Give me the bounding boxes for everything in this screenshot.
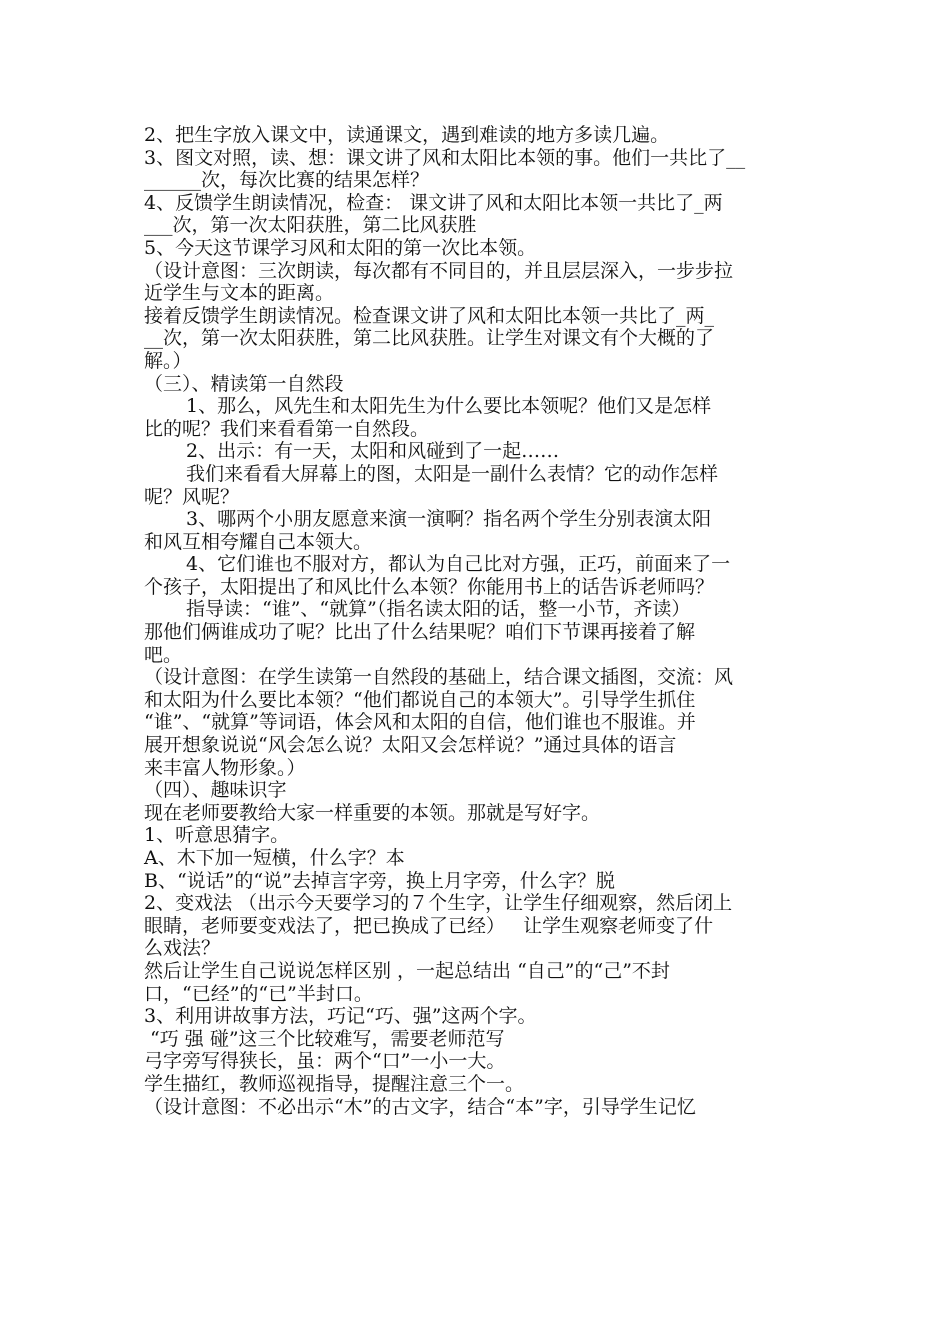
text-line: 指导读：“谁”、“就算”（指名读太阳的话，整一小节，齐读）	[186, 598, 691, 621]
text-line: 3、利用讲故事方法，巧记“巧、强”这两个字。	[144, 1005, 537, 1028]
text-line: （设计意图：在学生读第一自然段的基础上，结合课文插图，交流：风	[144, 666, 734, 689]
text-line: 来丰富人物形象。）	[144, 756, 306, 779]
text-line: 接着反馈学生朗读情况。检查课文讲了风和太阳比本领一共比了_两_	[144, 304, 715, 327]
text-line: 4、它们谁也不服对方，都认为自己比对方强，正巧，前面来了一	[186, 553, 731, 576]
text-line: ___次，第一次太阳获胜，第二比风获胜	[144, 214, 477, 237]
text-line: 呢？风呢？	[144, 485, 240, 508]
text-line: 2、变戏法 （出示今天要学习的７个生字，让学生仔细观察，然后闭上	[144, 892, 733, 915]
text-line: __次，第一次太阳获胜，第二比风获胜。让学生对课文有个大概的了	[144, 327, 715, 350]
text-line: 弓字旁写得狭长，虽：两个“口”一小一大。	[144, 1050, 506, 1073]
text-line: 么戏法？	[144, 937, 221, 960]
text-line: 1、听意思猜字。	[144, 824, 290, 847]
text-line: （四）、趣味识字	[144, 779, 287, 802]
text-line: A、木下加一短横，什么字？本	[144, 847, 405, 869]
text-line: 那他们俩谁成功了呢？比出了什么结果呢？咱们下节课再接着了解	[144, 621, 696, 644]
text-line: 2、把生字放入课文中，读通课文，遇到难读的地方多读几遍。	[144, 124, 670, 146]
text-line: 展开想象说说“风会怎么说？太阳又会怎样说？”通过具体的语言	[144, 734, 677, 757]
text-line: ______次，每次比赛的结果怎样？	[144, 169, 430, 192]
text-line: 眼睛，老师要变戏法了，把已换成了已经） 让学生观察老师变了什	[144, 914, 714, 937]
text-line: 4、反馈学生朗读情况，检查： 课文讲了风和太阳比本领一共比了_两	[144, 191, 723, 214]
text-line: 2、出示：有一天，太阳和风碰到了一起……	[186, 440, 560, 463]
text-line: 5、今天这节课学习风和太阳的第一次比本领。	[144, 236, 537, 259]
text-line: （设计意图：不必出示“木”的古文字，结合“本”字，引导学生记忆	[144, 1095, 696, 1118]
text-line: 近学生与文本的距离。	[144, 282, 335, 305]
text-line: B、“说话”的“说”去掉言字旁，换上月字旁，什么字？脱	[144, 869, 615, 892]
text-line: 比的呢？我们来看看第一自然段。	[144, 417, 430, 440]
document-body	[144, 124, 816, 1118]
text-line: 口，“已经”的“已”半封口。	[144, 982, 373, 1005]
text-line: 和太阳为什么要比本领？“他们都说自己的本领大”。引导学生抓住	[144, 688, 696, 711]
text-line: 3、图文对照，读、想：课文讲了风和太阳比本领的事。他们一共比了__	[144, 146, 746, 169]
text-line: 1、那么，风先生和太阳先生为什么要比本领呢？他们又是怎样	[186, 395, 712, 418]
text-line: 和风互相夸耀自己本领大。	[144, 530, 373, 553]
text-line: （设计意图：三次朗读，每次都有不同目的，并且层层深入，一步步拉	[144, 259, 734, 282]
text-line: 学生描红，教师巡视指导，提醒注意三个一。	[144, 1072, 525, 1095]
text-line: “谁”、“就算”等词语，体会风和太阳的自信，他们谁也不服谁。并	[144, 711, 696, 734]
text-line: 然后让学生自己说说怎样区别 ，一起总结出 “自己”的“己”不封	[144, 959, 670, 982]
text-line: 现在老师要教给大家一样重要的本领。那就是写好字。	[144, 801, 601, 824]
text-line: 个孩子，太阳提出了和风比什么本领？你能用书上的话告诉老师吗？	[144, 575, 715, 598]
text-line: 3、哪两个小朋友愿意来演一演啊？指名两个学生分别表演太阳	[186, 508, 712, 531]
text-line: 解。）	[144, 349, 192, 372]
text-line: “巧 强 碰”这三个比较难写，需要老师范写	[144, 1027, 505, 1050]
text-line: 吧。	[144, 643, 183, 666]
text-line: 我们来看看大屏幕上的图，太阳是一副什么表情？它的动作怎样	[186, 462, 719, 485]
text-line: （三）、精读第一自然段	[144, 372, 344, 395]
